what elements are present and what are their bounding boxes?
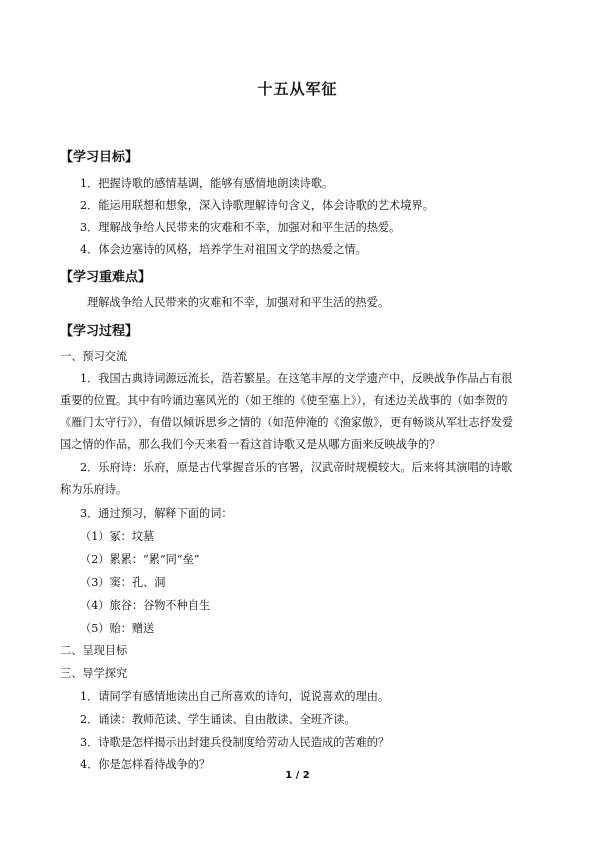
explore-item: 4．你是怎样看待战争的？ <box>80 758 211 771</box>
process-heading: 【学习过程】 <box>60 324 139 339</box>
key-points-text: 理解战争给人民带来的灾难和不幸，加强对和平生活的热爱。 <box>87 296 390 309</box>
paragraph-line: 2．乐府诗：乐府，原是古代掌握音乐的官署，汉武帝时规模较大。后来将其演唱的诗歌 <box>80 461 513 474</box>
section-title-goals: 二、呈现目标 <box>60 644 128 657</box>
objective-item: 3．理解战争给人民带来的灾难和不幸，加强对和平生活的热爱。 <box>80 221 401 234</box>
paragraph-line: 称为乐府诗。 <box>60 483 128 496</box>
vocab-item: （1）冢：坟墓 <box>80 530 155 543</box>
objective-item: 4．体会边塞诗的风格，培养学生对祖国文学的热爱之情。 <box>80 243 367 256</box>
objective-item: 2．能运用联想和想象，深入诗歌理解诗句含义，体会诗歌的艺术境界。 <box>80 199 434 212</box>
document-title: 十五从军征 <box>257 80 338 98</box>
vocab-item: （3）窦：孔、洞 <box>80 576 166 589</box>
vocab-item: （2）累累：“累”同“垒” <box>80 553 200 566</box>
section-title-explore: 三、导学探究 <box>60 667 128 680</box>
vocab-item: （5）贻：赠送 <box>80 622 155 635</box>
key-points-heading: 【学习重难点】 <box>60 270 152 285</box>
section-title-preview: 一、预习交流 <box>60 350 128 363</box>
objectives-heading: 【学习目标】 <box>60 150 139 165</box>
page-number: 1 / 2 <box>285 770 310 781</box>
explore-item: 2．诵读：教师范读、学生诵读、自由散读、全班齐读。 <box>80 713 356 726</box>
explore-item: 1．请同学有感情地读出自己所喜欢的诗句，说说喜欢的理由。 <box>80 690 390 703</box>
explore-item: 3．诗歌是怎样揭示出封建兵役制度给劳动人民造成的苦难的？ <box>80 736 390 749</box>
vocab-item: （4）旅谷：谷物不种自生 <box>80 599 211 612</box>
paragraph-line: 重要的位置。其中有吟诵边塞风光的（如王维的《使至塞上》），有述边关战事的（如李贺的 <box>60 394 508 407</box>
objective-item: 1．把握诗歌的感情基调，能够有感情地朗读诗歌。 <box>80 177 334 190</box>
paragraph-line: 国之情的作品，那么我们今天来看一看这首诗歌又是从哪方面来反映战争的？ <box>60 438 441 451</box>
paragraph-line: 3．通过预习，解释下面的词： <box>80 507 233 520</box>
paragraph-line: 《雁门太守行》），有借以倾诉思乡之情的（如范仲淹的《渔家傲》，更有畅谈从军壮志抒发爱 <box>60 416 514 429</box>
paragraph-line: 1．我国古典诗词源远流长，浩若繁星。在这笔丰厚的文学遗产中，反映战争作品占有很 <box>80 372 513 385</box>
